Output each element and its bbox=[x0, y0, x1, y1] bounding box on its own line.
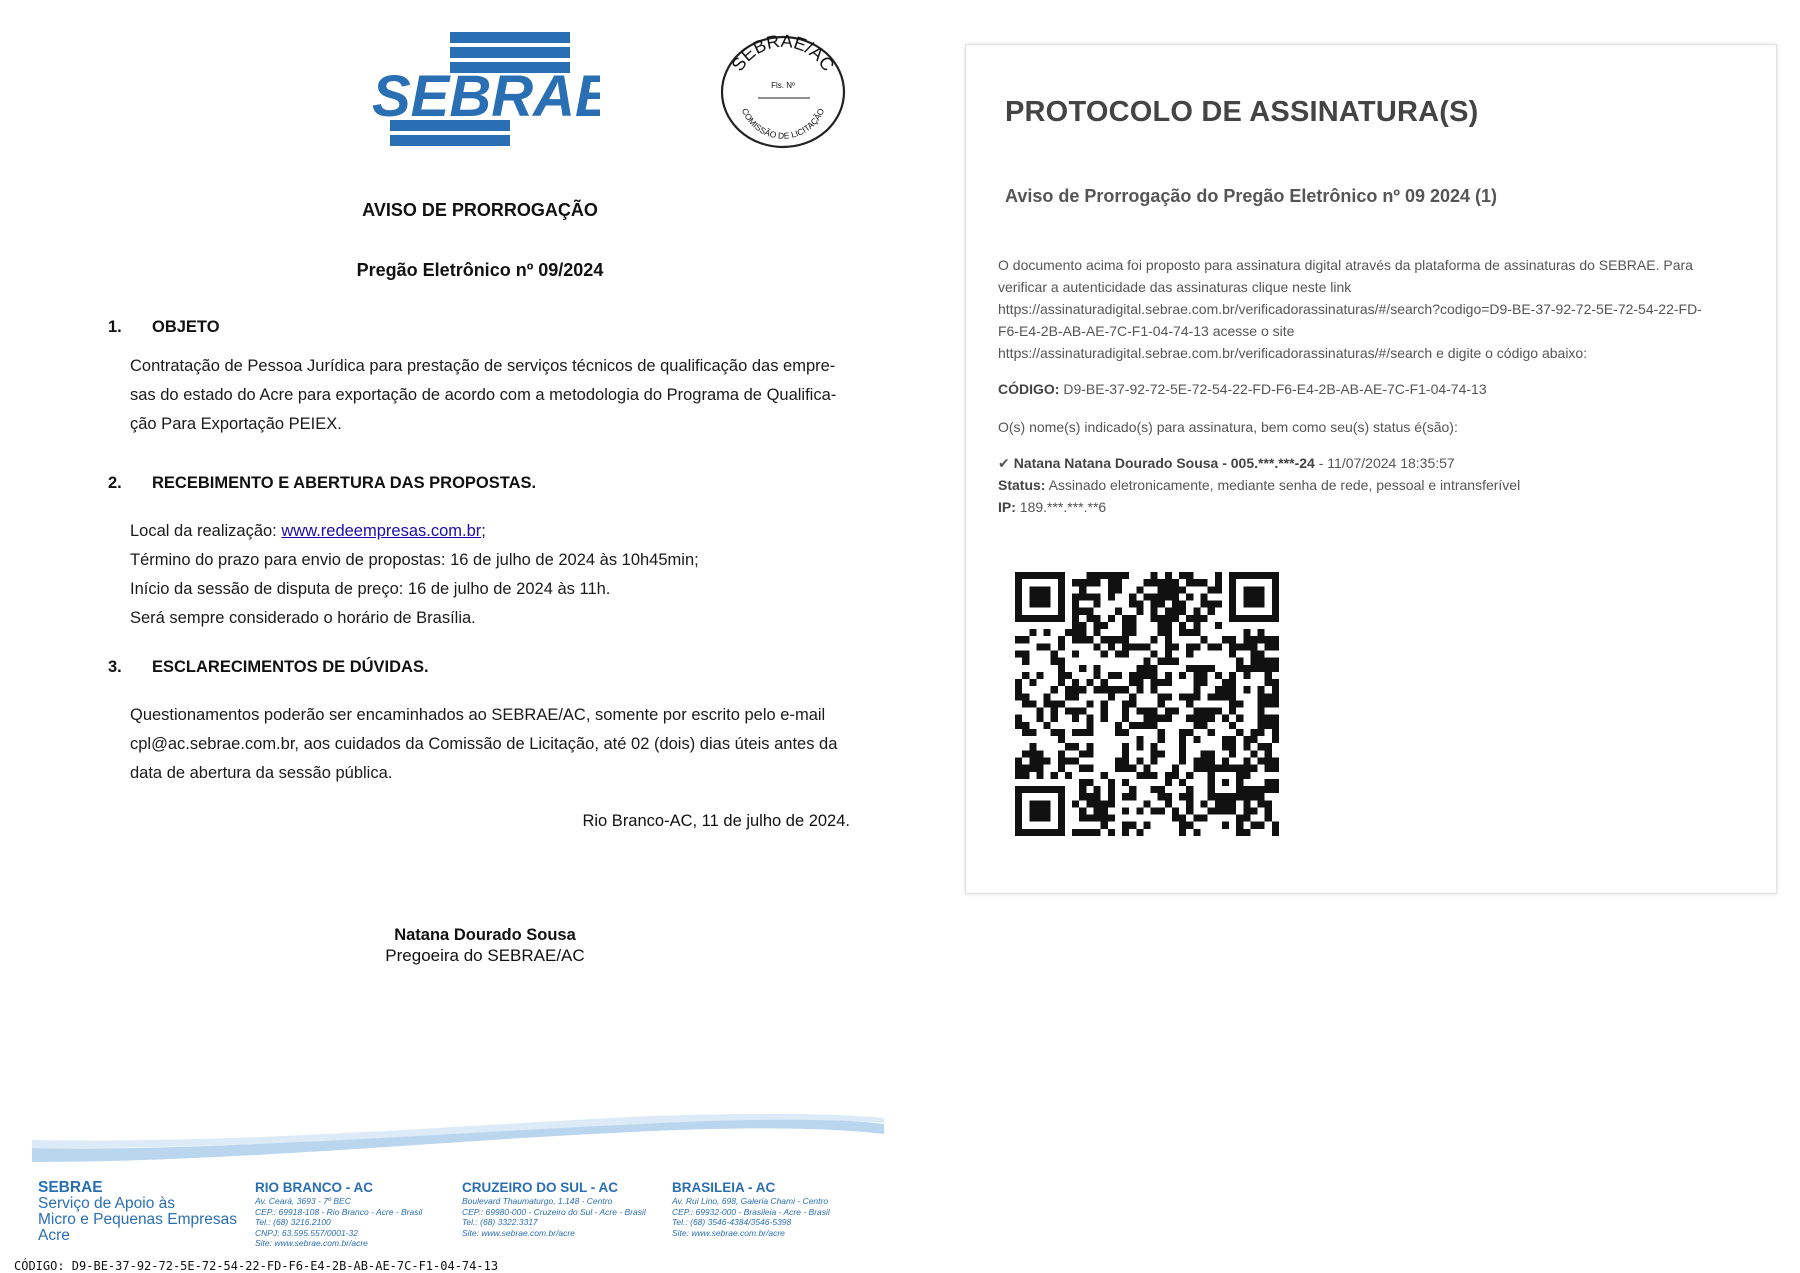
section-2-heading: RECEBIMENTO E ABERTURA DAS PROPOSTAS. bbox=[152, 474, 537, 492]
section-2-number: 2. bbox=[108, 474, 122, 492]
section-3-line-2: cpl@ac.sebrae.com.br, aos cuidados da Comissão de Licitação, até 02 (dois) dias úteis antes da bbox=[130, 735, 838, 753]
footer-col-line: CEP.: 69932-000 - Brasileia - Acre - Brasil bbox=[672, 1206, 830, 1217]
footer-col-line: Site: www.sebrae.com.br/acre bbox=[672, 1227, 785, 1238]
section-3-heading: ESCLARECIMENTOS DE DÚVIDAS. bbox=[152, 658, 429, 676]
signer-entry-datetime: - 11/07/2024 18:35:57 bbox=[1314, 455, 1455, 471]
footer-col-line: CEP.: 69980-000 - Cruzeiro do Sul - Acre - Brasil bbox=[462, 1206, 646, 1217]
footer-col-line: Tel.: (68) 3216.2100 bbox=[255, 1217, 331, 1227]
local-label: Local da realização: bbox=[130, 522, 282, 540]
seal-stamp bbox=[718, 32, 848, 150]
signer-entry bbox=[998, 452, 1738, 518]
verification-site-link[interactable]: https://assinaturadigital.sebrae.com.br/verificadorassinaturas/#/search e digite o código abaixo: bbox=[998, 345, 1588, 361]
footer-brand bbox=[38, 1180, 253, 1244]
svg-text:COMISSÃO DE LICITAÇÃO: COMISSÃO DE LICITAÇÃO bbox=[739, 106, 827, 141]
svg-text:Fls. Nº: Fls. Nº bbox=[771, 81, 795, 90]
footer-col-line: Boulevard Thaumaturgo, 1.148 - Centro bbox=[462, 1196, 613, 1206]
section-3-number: 3. bbox=[108, 658, 122, 676]
signer-entry-name: Natana Natana Dourado Sousa - 005.***.***-24 bbox=[1013, 455, 1315, 471]
footer-col-line: Av. Rui Lino, 698, Galeria Chami - Centro bbox=[672, 1196, 829, 1206]
footer-col-line: Site: www.sebrae.com.br/acre bbox=[255, 1238, 368, 1248]
code-label: CÓDIGO: bbox=[998, 381, 1060, 397]
status-label: Status: bbox=[998, 477, 1046, 493]
ip-label: IP: bbox=[998, 499, 1016, 515]
section-1-line-2: sas do estado do Acre para exportação de acordo com a metodologia do Programa de Qualifica- bbox=[130, 386, 837, 404]
footer-col-line: CNPJ: 63.595.557/0001-32 bbox=[255, 1227, 359, 1238]
ip-value: 189.***.***.**6 bbox=[1019, 499, 1107, 515]
sebrae-logo bbox=[370, 28, 600, 153]
footer-brand-line-3: Acre bbox=[38, 1227, 70, 1244]
footer-col-line: Av. Ceará, 3693 - 7º BEC bbox=[255, 1196, 351, 1206]
footer-col-line: Tel.: (68) 3546-4384/3546-5398 bbox=[672, 1217, 792, 1227]
bottom-verification-code: CÓDIGO: D9-BE-37-92-72-5E-72-54-22-FD-F6-E4-2B-AB-AE-7C-F1-04-74-13 bbox=[14, 1259, 499, 1273]
section-2-line-2: Início da sessão de disputa de preço: 16 de julho de 2024 às 11h. bbox=[130, 580, 611, 598]
section-1-heading: OBJETO bbox=[152, 318, 220, 336]
signer-role: Pregoeira do SEBRAE/AC bbox=[385, 946, 585, 965]
names-intro: O(s) nome(s) indicado(s) para assinatura, bem como seu(s) status é(são): bbox=[998, 419, 1458, 435]
verification-link-cont[interactable]: F6-E4-2B-AB-AE-7C-F1-04-74-13 acesse o site bbox=[998, 323, 1295, 339]
footer-col-rio-branco bbox=[255, 1180, 422, 1249]
protocol-intro-line: O documento acima foi proposto para assinatura digital através da plataforma de assinaturas do SEBRAE. Para bbox=[998, 257, 1693, 273]
section-1-number: 1. bbox=[108, 318, 122, 336]
qr-code-icon[interactable] bbox=[1015, 572, 1279, 836]
footer-col-cruzeiro bbox=[462, 1180, 646, 1238]
footer-col-line: Tel.: (68) 3322.3317 bbox=[462, 1217, 538, 1227]
check-icon: ✔ bbox=[998, 455, 1010, 471]
section-1-line-3: ção Para Exportação PEIEX. bbox=[130, 415, 342, 433]
section-3-line-1: Questionamentos poderão ser encaminhados ao SEBRAE/AC, somente por escrito pelo e-mail bbox=[130, 706, 826, 724]
section-3-line-3: data de abertura da sessão pública. bbox=[130, 764, 393, 782]
footer-brand-name: SEBRAE bbox=[38, 1179, 103, 1196]
signer-name: Natana Dourado Sousa bbox=[394, 926, 576, 944]
protocol-intro-line: verificar a autenticidade das assinaturas clique neste link bbox=[998, 279, 1352, 295]
logo-wordmark: SEBRAE bbox=[372, 64, 600, 129]
section-1-line-1: Contratação de Pessoa Jurídica para prestação de serviços técnicos de qualificação das empre- bbox=[130, 357, 836, 375]
protocol-intro bbox=[998, 254, 1738, 364]
redeempresas-link[interactable]: www.redeempresas.com.br bbox=[281, 522, 482, 540]
footer-col-line: Site: www.sebrae.com.br/acre bbox=[462, 1227, 575, 1238]
footer-brand-line-2: Micro e Pequenas Empresas bbox=[38, 1211, 238, 1228]
footer-col-line: CEP.: 69918-108 - Rio Branco - Acre - Brasil bbox=[255, 1206, 423, 1217]
footer-col-brasileia bbox=[672, 1180, 830, 1238]
protocol-code-line bbox=[998, 378, 1738, 400]
section-2-line-3: Será sempre considerado o horário de Brasília. bbox=[130, 609, 476, 627]
doc-subtitle: Pregão Eletrônico nº 09/2024 bbox=[356, 260, 604, 280]
footer-wave bbox=[32, 1110, 884, 1172]
local-line bbox=[130, 522, 486, 541]
verification-link[interactable]: https://assinaturadigital.sebrae.com.br/verificadorassinaturas/#/search?codigo=D9-BE-37-92-72-5E-72-54-22-FD- bbox=[998, 301, 1702, 317]
local-suffix: ; bbox=[481, 522, 486, 540]
code-value: D9-BE-37-92-72-5E-72-54-22-FD-F6-E4-2B-AB-AE-7C-F1-04-74-13 bbox=[1063, 381, 1487, 397]
footer-col-heading: BRASILEIA - AC bbox=[672, 1180, 776, 1195]
protocol-title: PROTOCOLO DE ASSINATURA(S) bbox=[1005, 96, 1479, 128]
section-2-line-1: Término do prazo para envio de propostas: 16 de julho de 2024 às 10h45min; bbox=[130, 551, 699, 569]
footer-col-heading: RIO BRANCO - AC bbox=[255, 1180, 373, 1195]
footer-col-heading: CRUZEIRO DO SUL - AC bbox=[462, 1180, 619, 1195]
footer-brand-line-1: Serviço de Apoio às bbox=[38, 1195, 176, 1212]
svg-text:SEBRAE/AC: SEBRAE/AC bbox=[727, 32, 839, 75]
doc-date: Rio Branco-AC, 11 de julho de 2024. bbox=[582, 812, 850, 830]
status-value: Assinado eletronicamente, mediante senha de rede, pessoal e intransferível bbox=[1048, 477, 1521, 493]
protocol-subtitle: Aviso de Prorrogação do Pregão Eletrônico nº 09 2024 (1) bbox=[1005, 186, 1498, 206]
doc-title: AVISO DE PRORROGAÇÃO bbox=[362, 200, 598, 220]
